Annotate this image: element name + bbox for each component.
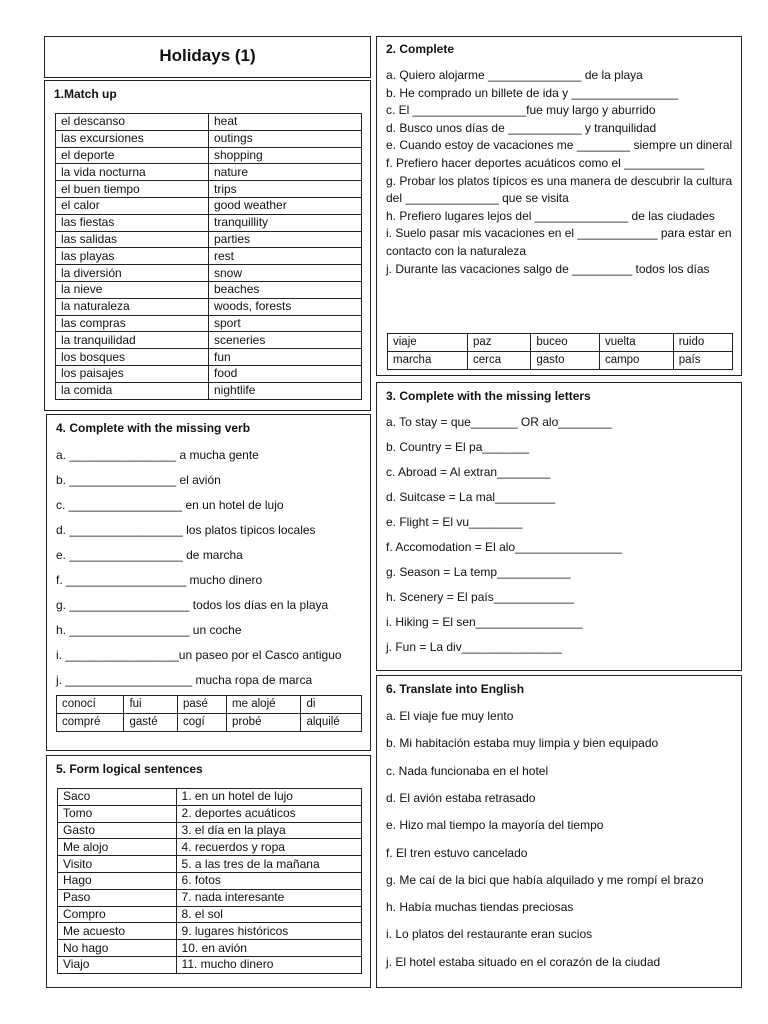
table-cell: Paso xyxy=(58,889,177,906)
table-row xyxy=(56,281,362,298)
exercise-item: d. Busco unos días de ___________ y tranquilidad xyxy=(386,120,657,135)
table-row xyxy=(56,181,362,198)
missing-letters-section xyxy=(376,382,742,671)
exercise-item: h. Había muchas tiendas preciosas xyxy=(386,900,574,915)
exercise-item: j. ___________________ mucha ropa de marca xyxy=(56,673,313,687)
table-cell: fui xyxy=(124,696,177,714)
logical-sentences-table xyxy=(57,788,362,974)
page-title: Holidays (1) xyxy=(159,46,256,65)
missing-verb-heading: 4. Complete with the missing verb xyxy=(56,421,251,435)
table-cell: buceo xyxy=(531,334,600,352)
table-cell: Saco xyxy=(58,789,177,806)
exercise-item: e. Flight = El vu________ xyxy=(386,515,523,529)
table-row xyxy=(58,822,362,839)
table-row xyxy=(56,349,362,366)
exercise-item: j. Durante las vacaciones salgo de _________ todos los días xyxy=(386,261,710,276)
table-cell: 7. nada interesante xyxy=(176,889,361,906)
match-up-table xyxy=(55,113,362,400)
table-row xyxy=(56,365,362,382)
table-cell: pasé xyxy=(177,696,226,714)
table-cell: tranquillity xyxy=(209,214,362,231)
logical-sentences-section xyxy=(46,755,371,988)
match-up-heading: 1.Match up xyxy=(54,87,117,101)
table-cell: las playas xyxy=(56,248,209,265)
table-row xyxy=(58,789,362,806)
table-cell: nightlife xyxy=(209,382,362,399)
table-cell: las excursiones xyxy=(56,130,209,147)
table-cell: Hago xyxy=(58,872,177,889)
table-row xyxy=(58,856,362,873)
logical-sentences-heading: 5. Form logical sentences xyxy=(56,762,203,776)
complete-section xyxy=(376,36,742,376)
table-row xyxy=(56,214,362,231)
table-cell: food xyxy=(209,365,362,382)
missing-verb-word-bank xyxy=(56,695,362,732)
table-cell: 11. mucho dinero xyxy=(176,956,361,973)
table-cell: Tomo xyxy=(58,805,177,822)
table-cell: sceneries xyxy=(209,332,362,349)
table-cell: outings xyxy=(209,130,362,147)
table-cell: cerca xyxy=(467,352,530,370)
table-cell: país xyxy=(673,352,732,370)
table-row xyxy=(58,872,362,889)
table-row xyxy=(56,164,362,181)
table-cell: Viajo xyxy=(58,956,177,973)
table-cell: nature xyxy=(209,164,362,181)
table-cell: la tranquilidad xyxy=(56,332,209,349)
table-cell: gasté xyxy=(124,714,177,732)
table-row xyxy=(58,805,362,822)
table-row xyxy=(57,714,362,732)
exercise-item: e. _________________ de marcha xyxy=(56,548,243,562)
table-cell: me alojé xyxy=(227,696,301,714)
exercise-item: j. El hotel estaba situado en el corazón de la ciudad xyxy=(386,954,661,969)
table-cell: Visito xyxy=(58,856,177,873)
table-row xyxy=(56,332,362,349)
table-cell: Gasto xyxy=(58,822,177,839)
table-cell: el buen tiempo xyxy=(56,181,209,198)
table-row xyxy=(56,265,362,282)
exercise-item: c. Abroad = Al extran________ xyxy=(386,465,551,479)
table-cell: la comida xyxy=(56,382,209,399)
table-cell: good weather xyxy=(209,197,362,214)
exercise-item: j. Fun = La div_______________ xyxy=(386,640,562,654)
exercise-item: b. ________________ el avión xyxy=(56,473,221,487)
table-cell: vuelta xyxy=(599,334,673,352)
table-cell: 5. a las tres de la mañana xyxy=(176,856,361,873)
table-cell: beaches xyxy=(209,281,362,298)
translate-section xyxy=(376,675,742,988)
table-row xyxy=(58,940,362,957)
table-row xyxy=(56,114,362,131)
table-cell: los bosques xyxy=(56,349,209,366)
table-row xyxy=(56,248,362,265)
table-cell: Compro xyxy=(58,906,177,923)
table-cell: viaje xyxy=(388,334,468,352)
exercise-item: a. ________________ a mucha gente xyxy=(56,448,259,462)
complete-word-bank xyxy=(387,333,733,370)
table-cell: el calor xyxy=(56,197,209,214)
exercise-item: c. _________________ en un hotel de lujo xyxy=(56,498,284,512)
match-up-section xyxy=(44,80,371,411)
table-cell: snow xyxy=(209,265,362,282)
exercise-item: d. _________________ los platos típicos locales xyxy=(56,523,316,537)
table-row xyxy=(58,839,362,856)
exercise-item: a. Quiero alojarme ______________ de la playa xyxy=(386,68,643,82)
exercise-item: e. Cuando estoy de vacaciones me ________ siempre un dineral xyxy=(386,138,733,153)
table-row xyxy=(56,130,362,147)
table-cell: 10. en avión xyxy=(176,940,361,957)
exercise-item: b. Country = El pa_______ xyxy=(386,440,530,454)
complete-heading: 2. Complete xyxy=(386,42,455,56)
exercise-item: f. Accomodation = El alo________________ xyxy=(386,540,622,554)
exercise-item: h. Scenery = El país____________ xyxy=(386,590,574,604)
table-cell: trips xyxy=(209,181,362,198)
table-cell: compré xyxy=(57,714,124,732)
exercise-item: g. Season = La temp___________ xyxy=(386,565,571,579)
table-row xyxy=(56,147,362,164)
exercise-item: h. Prefiero lugares lejos del ______________ de las ciudades xyxy=(386,208,715,223)
table-cell: las fiestas xyxy=(56,214,209,231)
table-cell: gasto xyxy=(531,352,600,370)
table-row xyxy=(388,334,733,352)
table-cell: No hago xyxy=(58,940,177,957)
table-row xyxy=(56,197,362,214)
exercise-item: b. He comprado un billete de ida y ________________ xyxy=(386,85,679,100)
table-cell: heat xyxy=(209,114,362,131)
exercise-item: e. Hizo mal tiempo la mayoría del tiempo xyxy=(386,818,604,833)
table-cell: 4. recuerdos y ropa xyxy=(176,839,361,856)
table-row xyxy=(57,696,362,714)
exercise-item: a. El viaje fue muy lento xyxy=(386,709,514,723)
table-cell: 8. el sol xyxy=(176,906,361,923)
table-row xyxy=(56,298,362,315)
table-cell: el deporte xyxy=(56,147,209,164)
table-cell: alquilé xyxy=(301,714,362,732)
table-cell: fun xyxy=(209,349,362,366)
exercise-item: c. Nada funcionaba en el hotel xyxy=(386,763,549,778)
table-row xyxy=(58,906,362,923)
table-row xyxy=(56,231,362,248)
table-cell: shopping xyxy=(209,147,362,164)
table-row xyxy=(56,382,362,399)
exercise-item: g. __________________ todos los días en la playa xyxy=(56,598,329,612)
table-cell: las salidas xyxy=(56,231,209,248)
table-cell: la diversión xyxy=(56,265,209,282)
exercise-item: f. El tren estuvo cancelado xyxy=(386,845,528,860)
exercise-item: h. __________________ un coche xyxy=(56,623,242,637)
missing-verb-section xyxy=(46,414,371,751)
table-cell: marcha xyxy=(388,352,468,370)
table-cell: paz xyxy=(467,334,530,352)
table-cell: sport xyxy=(209,315,362,332)
table-cell: campo xyxy=(599,352,673,370)
table-row xyxy=(58,889,362,906)
table-row xyxy=(388,352,733,370)
exercise-item: g. Probar los platos típicos es una manera de descubrir la cultura del ______________ que se visita xyxy=(386,173,733,206)
missing-letters-heading: 3. Complete with the missing letters xyxy=(386,389,591,403)
table-cell: 9. lugares históricos xyxy=(176,923,361,940)
exercise-item: d. El avión estaba retrasado xyxy=(386,790,536,805)
table-row xyxy=(56,315,362,332)
title-box xyxy=(44,36,371,78)
table-cell: Me alojo xyxy=(58,839,177,856)
table-cell: woods, forests xyxy=(209,298,362,315)
exercise-item: i. Suelo pasar mis vacaciones en el ____________ para estar en contacto con la naturaleza xyxy=(386,226,732,258)
table-cell: Me acuesto xyxy=(58,923,177,940)
table-cell: la nieve xyxy=(56,281,209,298)
table-row xyxy=(58,956,362,973)
exercise-item: i. Hiking = El sen________________ xyxy=(386,615,583,629)
exercise-item: f. __________________ mucho dinero xyxy=(56,573,263,587)
exercise-item: g. Me caí de la bici que había alquilado y me rompí el brazo xyxy=(386,872,704,887)
exercise-item: i. Lo platos del restaurante eran sucios xyxy=(386,927,593,942)
table-cell: ruido xyxy=(673,334,732,352)
table-cell: los paisajes xyxy=(56,365,209,382)
exercise-item: c. El _________________fue muy largo y aburrido xyxy=(386,103,656,118)
exercise-item: d. Suitcase = La mal_________ xyxy=(386,490,556,504)
exercise-item: i. _________________un paseo por el Casco antiguo xyxy=(56,648,342,662)
table-cell: probé xyxy=(227,714,301,732)
table-cell: el descanso xyxy=(56,114,209,131)
translate-heading: 6. Translate into English xyxy=(386,682,525,696)
exercise-item: a. To stay = que_______ OR alo________ xyxy=(386,415,612,429)
complete-items xyxy=(386,67,736,278)
table-cell: 1. en un hotel de lujo xyxy=(176,789,361,806)
exercise-item: f. Prefiero hacer deportes acuáticos como el ____________ xyxy=(386,155,705,170)
table-row xyxy=(58,923,362,940)
table-cell: parties xyxy=(209,231,362,248)
table-cell: 6. fotos xyxy=(176,872,361,889)
table-cell: la vida nocturna xyxy=(56,164,209,181)
table-cell: la naturaleza xyxy=(56,298,209,315)
table-cell: di xyxy=(301,696,362,714)
table-cell: las compras xyxy=(56,315,209,332)
table-cell: conocí xyxy=(57,696,124,714)
table-cell: 3. el día en la playa xyxy=(176,822,361,839)
exercise-item: b. Mi habitación estaba muy limpia y bien equipado xyxy=(386,736,659,751)
table-cell: 2. deportes acuáticos xyxy=(176,805,361,822)
table-cell: rest xyxy=(209,248,362,265)
table-cell: cogí xyxy=(177,714,226,732)
